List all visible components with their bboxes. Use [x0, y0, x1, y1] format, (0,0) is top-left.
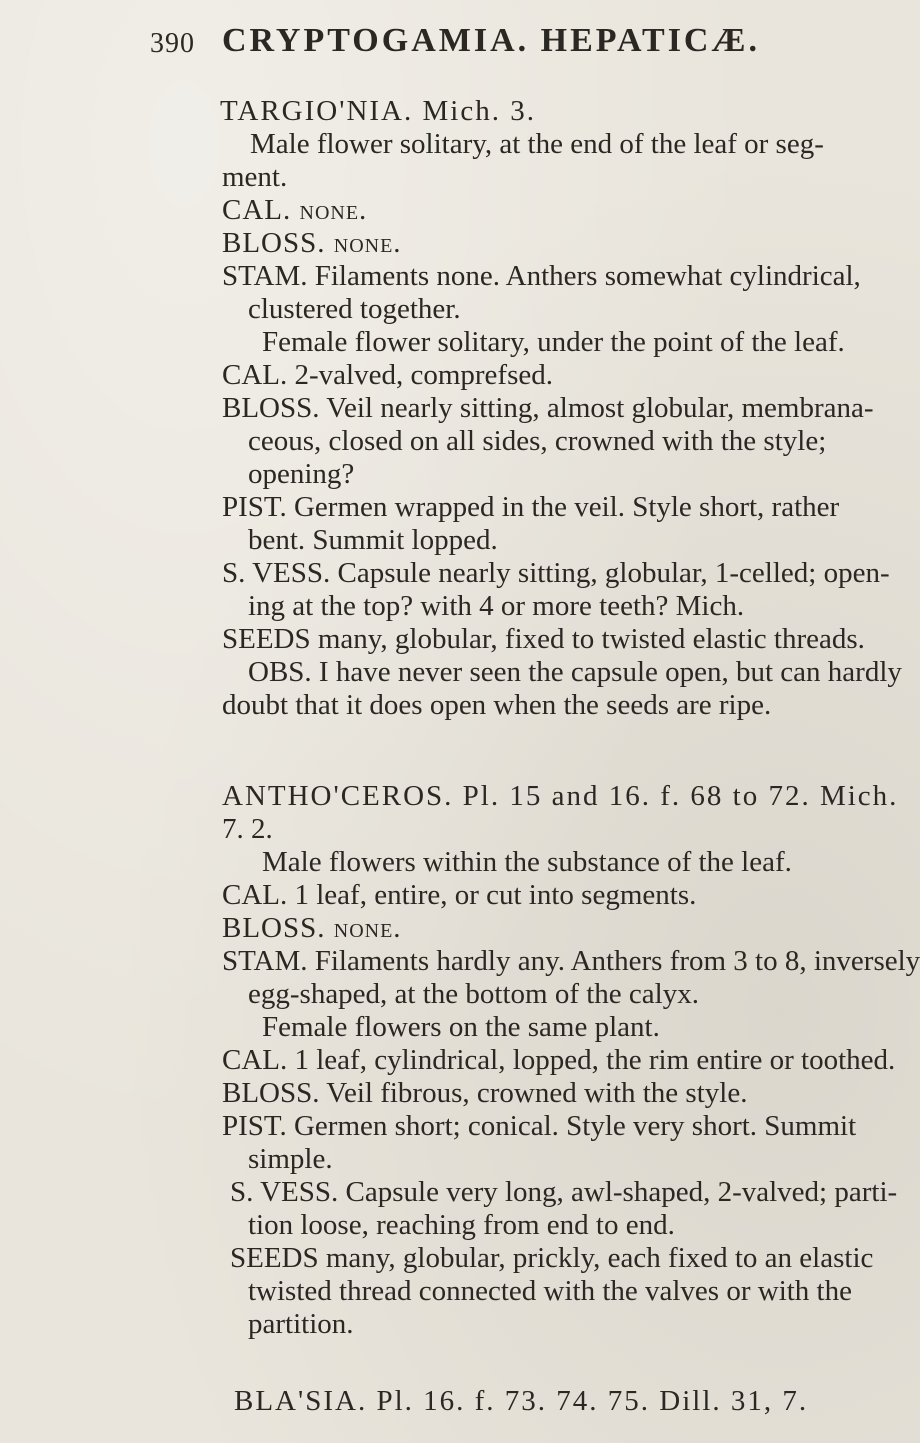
text-line: partition. [248, 1308, 354, 1340]
genus-heading: BLA'SIA. Pl. 16. f. 73. 74. 75. Dill. 31, 7. [234, 1385, 809, 1417]
text-line: S. VESS. Capsule nearly sitting, globular, 1-celled; open- [222, 557, 890, 589]
text-line: BLOSS. none. [222, 912, 402, 944]
text-line: ment. [222, 161, 288, 193]
text-line: Male flowers within the substance of the leaf. [262, 846, 792, 878]
text-line: 7. 2. [222, 813, 273, 845]
text-line: STAM. Filaments hardly any. Anthers from 3 to 8, inversely [222, 945, 920, 977]
text-line: doubt that it does open when the seeds are ripe. [222, 689, 772, 721]
text-line: S. VESS. Capsule very long, awl-shaped, 2-valved; parti- [230, 1176, 898, 1208]
text-line: BLOSS. Veil nearly sitting, almost globular, membrana- [222, 392, 874, 424]
text-line: BLOSS. none. [222, 227, 402, 259]
text-line: ceous, closed on all sides, crowned with the style; [248, 425, 827, 457]
page-number: 390 [150, 28, 195, 59]
running-head: CRYPTOGAMIA. HEPATICÆ. [222, 22, 760, 59]
text-line: opening? [248, 458, 355, 490]
text-line: simple. [248, 1143, 333, 1175]
text-line: Female flowers on the same plant. [262, 1011, 660, 1043]
text-line: clustered together. [248, 293, 461, 325]
text-line: egg-shaped, at the bottom of the calyx. [248, 978, 699, 1010]
text-line: tion loose, reaching from end to end. [248, 1209, 675, 1241]
genus-heading: ANTHO'CEROS. Pl. 15 and 16. f. 68 to 72. Mich. [222, 780, 899, 812]
text-line: bent. Summit lopped. [248, 524, 498, 556]
text-line: ing at the top? with 4 or more teeth? Mich. [248, 590, 745, 622]
text-line: PIST. Germen wrapped in the veil. Style short, rather [222, 491, 840, 523]
page-header [150, 18, 790, 74]
text-line: Male flower solitary, at the end of the leaf or seg- [250, 128, 824, 160]
text-line: CAL. none. [222, 194, 368, 226]
text-line: BLOSS. Veil fibrous, crowned with the style. [222, 1077, 748, 1109]
text-line: Female flower solitary, under the point of the leaf. [262, 326, 845, 358]
text-line: CAL. 2-valved, comprefsed. [222, 359, 553, 391]
text-line: OBS. I have never seen the capsule open, but can hardly [248, 656, 902, 688]
text-line: PIST. Germen short; conical. Style very short. Summit [222, 1110, 857, 1142]
text-line: SEEDS many, globular, prickly, each fixed to an elastic [230, 1242, 874, 1274]
text-line: CAL. 1 leaf, entire, or cut into segments. [222, 879, 697, 911]
text-line: STAM. Filaments none. Anthers somewhat cylindrical, [222, 260, 861, 292]
text-line: SEEDS many, globular, fixed to twisted elastic threads. [222, 623, 865, 655]
text-line: CAL. 1 leaf, cylindrical, lopped, the rim entire or toothed. [222, 1044, 896, 1076]
text-line: twisted thread connected with the valves or with the [248, 1275, 852, 1307]
genus-heading: TARGIO'NIA. Mich. 3. [220, 95, 536, 127]
